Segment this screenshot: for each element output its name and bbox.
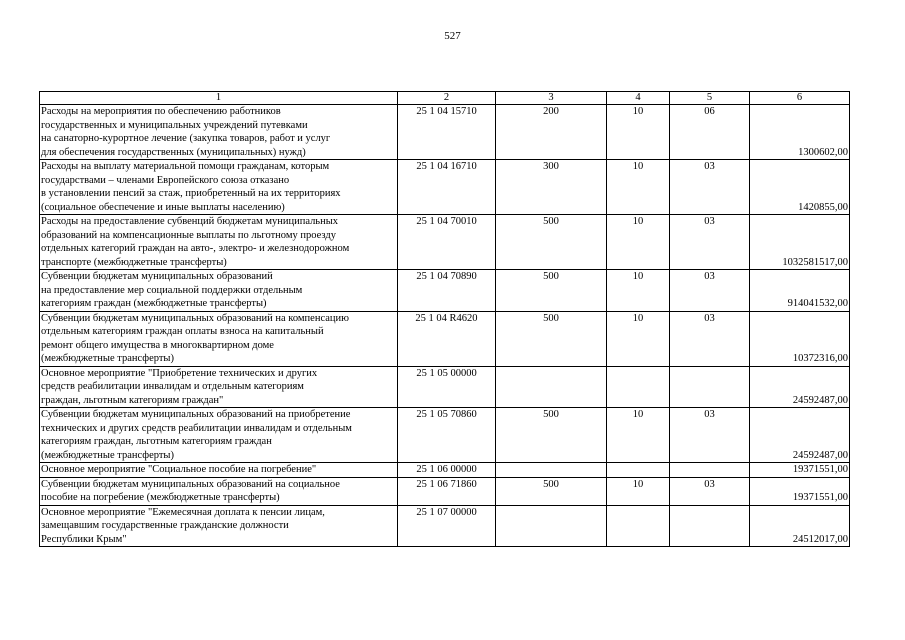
target-code: 25 1 05 00000	[398, 366, 496, 408]
amount: 19371551,00	[750, 463, 850, 478]
expense-name: Основное мероприятие "Ежемесячная доплата к пенсии лицам, замещавшим государственные гражданские должности Республики Крым"	[40, 505, 398, 547]
table-row	[40, 477, 850, 505]
column-number: 3	[496, 92, 607, 105]
expense-name: Субвенции бюджетам муниципальных образований на компенсацию отдельным категориям граждан оплаты взноса на капитальный ремонт общего имущества в многоквартирном доме (межбюджетные трансферты)	[40, 311, 398, 366]
subsection-code: 03	[670, 311, 750, 366]
table-row	[40, 270, 850, 312]
expense-type-code: 500	[496, 477, 607, 505]
section-code	[607, 463, 670, 478]
expense-name: Субвенции бюджетам муниципальных образований на социальное пособие на погребение (межбюджетные трансферты)	[40, 477, 398, 505]
expense-type-code: 300	[496, 160, 607, 215]
column-number: 2	[398, 92, 496, 105]
section-code: 10	[607, 477, 670, 505]
target-code: 25 1 04 16710	[398, 160, 496, 215]
table-row	[40, 505, 850, 547]
subsection-code: 03	[670, 477, 750, 505]
column-number-row	[40, 92, 850, 105]
expense-type-code: 200	[496, 105, 607, 160]
table-row	[40, 366, 850, 408]
section-code: 10	[607, 215, 670, 270]
amount: 24592487,00	[750, 408, 850, 463]
column-number: 1	[40, 92, 398, 105]
subsection-code: 06	[670, 105, 750, 160]
target-code: 25 1 07 00000	[398, 505, 496, 547]
target-code: 25 1 04 15710	[398, 105, 496, 160]
subsection-code: 03	[670, 215, 750, 270]
subsection-code: 03	[670, 160, 750, 215]
expense-type-code	[496, 505, 607, 547]
subsection-code: 03	[670, 270, 750, 312]
subsection-code	[670, 366, 750, 408]
subsection-code	[670, 505, 750, 547]
target-code: 25 1 05 70860	[398, 408, 496, 463]
column-number: 6	[750, 92, 850, 105]
expense-type-code	[496, 366, 607, 408]
expense-name: Расходы на мероприятия по обеспечению работников государственных и муниципальных учреждений путевками на санаторно-курортное лечение (закупка товаров, работ и услуг для обеспечения государственных (муниципальных) нужд)	[40, 105, 398, 160]
section-code: 10	[607, 270, 670, 312]
subsection-code: 03	[670, 408, 750, 463]
column-number: 4	[607, 92, 670, 105]
table-row	[40, 105, 850, 160]
amount: 1300602,00	[750, 105, 850, 160]
amount: 10372316,00	[750, 311, 850, 366]
expense-type-code: 500	[496, 311, 607, 366]
section-code: 10	[607, 311, 670, 366]
amount: 1420855,00	[750, 160, 850, 215]
target-code: 25 1 04 R4620	[398, 311, 496, 366]
expense-name: Основное мероприятие "Социальное пособие на погребение"	[40, 463, 398, 478]
expense-type-code: 500	[496, 270, 607, 312]
table-row	[40, 215, 850, 270]
expense-name: Субвенции бюджетам муниципальных образований на приобретение технических и других средств реабилитации инвалидам и отдельным категориям граждан, льготным категориям граждан (межбюджетные трансферты)	[40, 408, 398, 463]
expense-type-code: 500	[496, 215, 607, 270]
expense-name: Расходы на выплату материальной помощи гражданам, которым государствами – членами Европейского союза отказано в установлении пенсий за стаж, приобретенный на их территориях (социальное обеспечение и иные выплаты населению)	[40, 160, 398, 215]
subsection-code	[670, 463, 750, 478]
table-row	[40, 408, 850, 463]
section-code	[607, 366, 670, 408]
target-code: 25 1 06 71860	[398, 477, 496, 505]
section-code: 10	[607, 105, 670, 160]
section-code: 10	[607, 408, 670, 463]
amount: 1032581517,00	[750, 215, 850, 270]
amount: 19371551,00	[750, 477, 850, 505]
expense-type-code	[496, 463, 607, 478]
expense-type-code: 500	[496, 408, 607, 463]
target-code: 25 1 04 70010	[398, 215, 496, 270]
table-row	[40, 311, 850, 366]
section-code	[607, 505, 670, 547]
amount: 24512017,00	[750, 505, 850, 547]
amount: 24592487,00	[750, 366, 850, 408]
section-code: 10	[607, 160, 670, 215]
expense-name: Основное мероприятие "Приобретение технических и других средств реабилитации инвалидам и отдельным категориям граждан, льготным категориям граждан"	[40, 366, 398, 408]
target-code: 25 1 04 70890	[398, 270, 496, 312]
table-row	[40, 160, 850, 215]
column-number: 5	[670, 92, 750, 105]
page-number: 527	[444, 30, 461, 42]
expense-name: Расходы на предоставление субвенций бюджетам муниципальных образований на компенсационные выплаты по льготному проезду отдельных категорий граждан на авто-, электро- и железнодорожном транспорте (межбюджетные трансферты)	[40, 215, 398, 270]
budget-table	[39, 91, 850, 547]
table-row	[40, 463, 850, 478]
amount: 914041532,00	[750, 270, 850, 312]
expense-name: Субвенции бюджетам муниципальных образований на предоставление мер социальной поддержки отдельным категориям граждан (межбюджетные трансферты)	[40, 270, 398, 312]
target-code: 25 1 06 00000	[398, 463, 496, 478]
